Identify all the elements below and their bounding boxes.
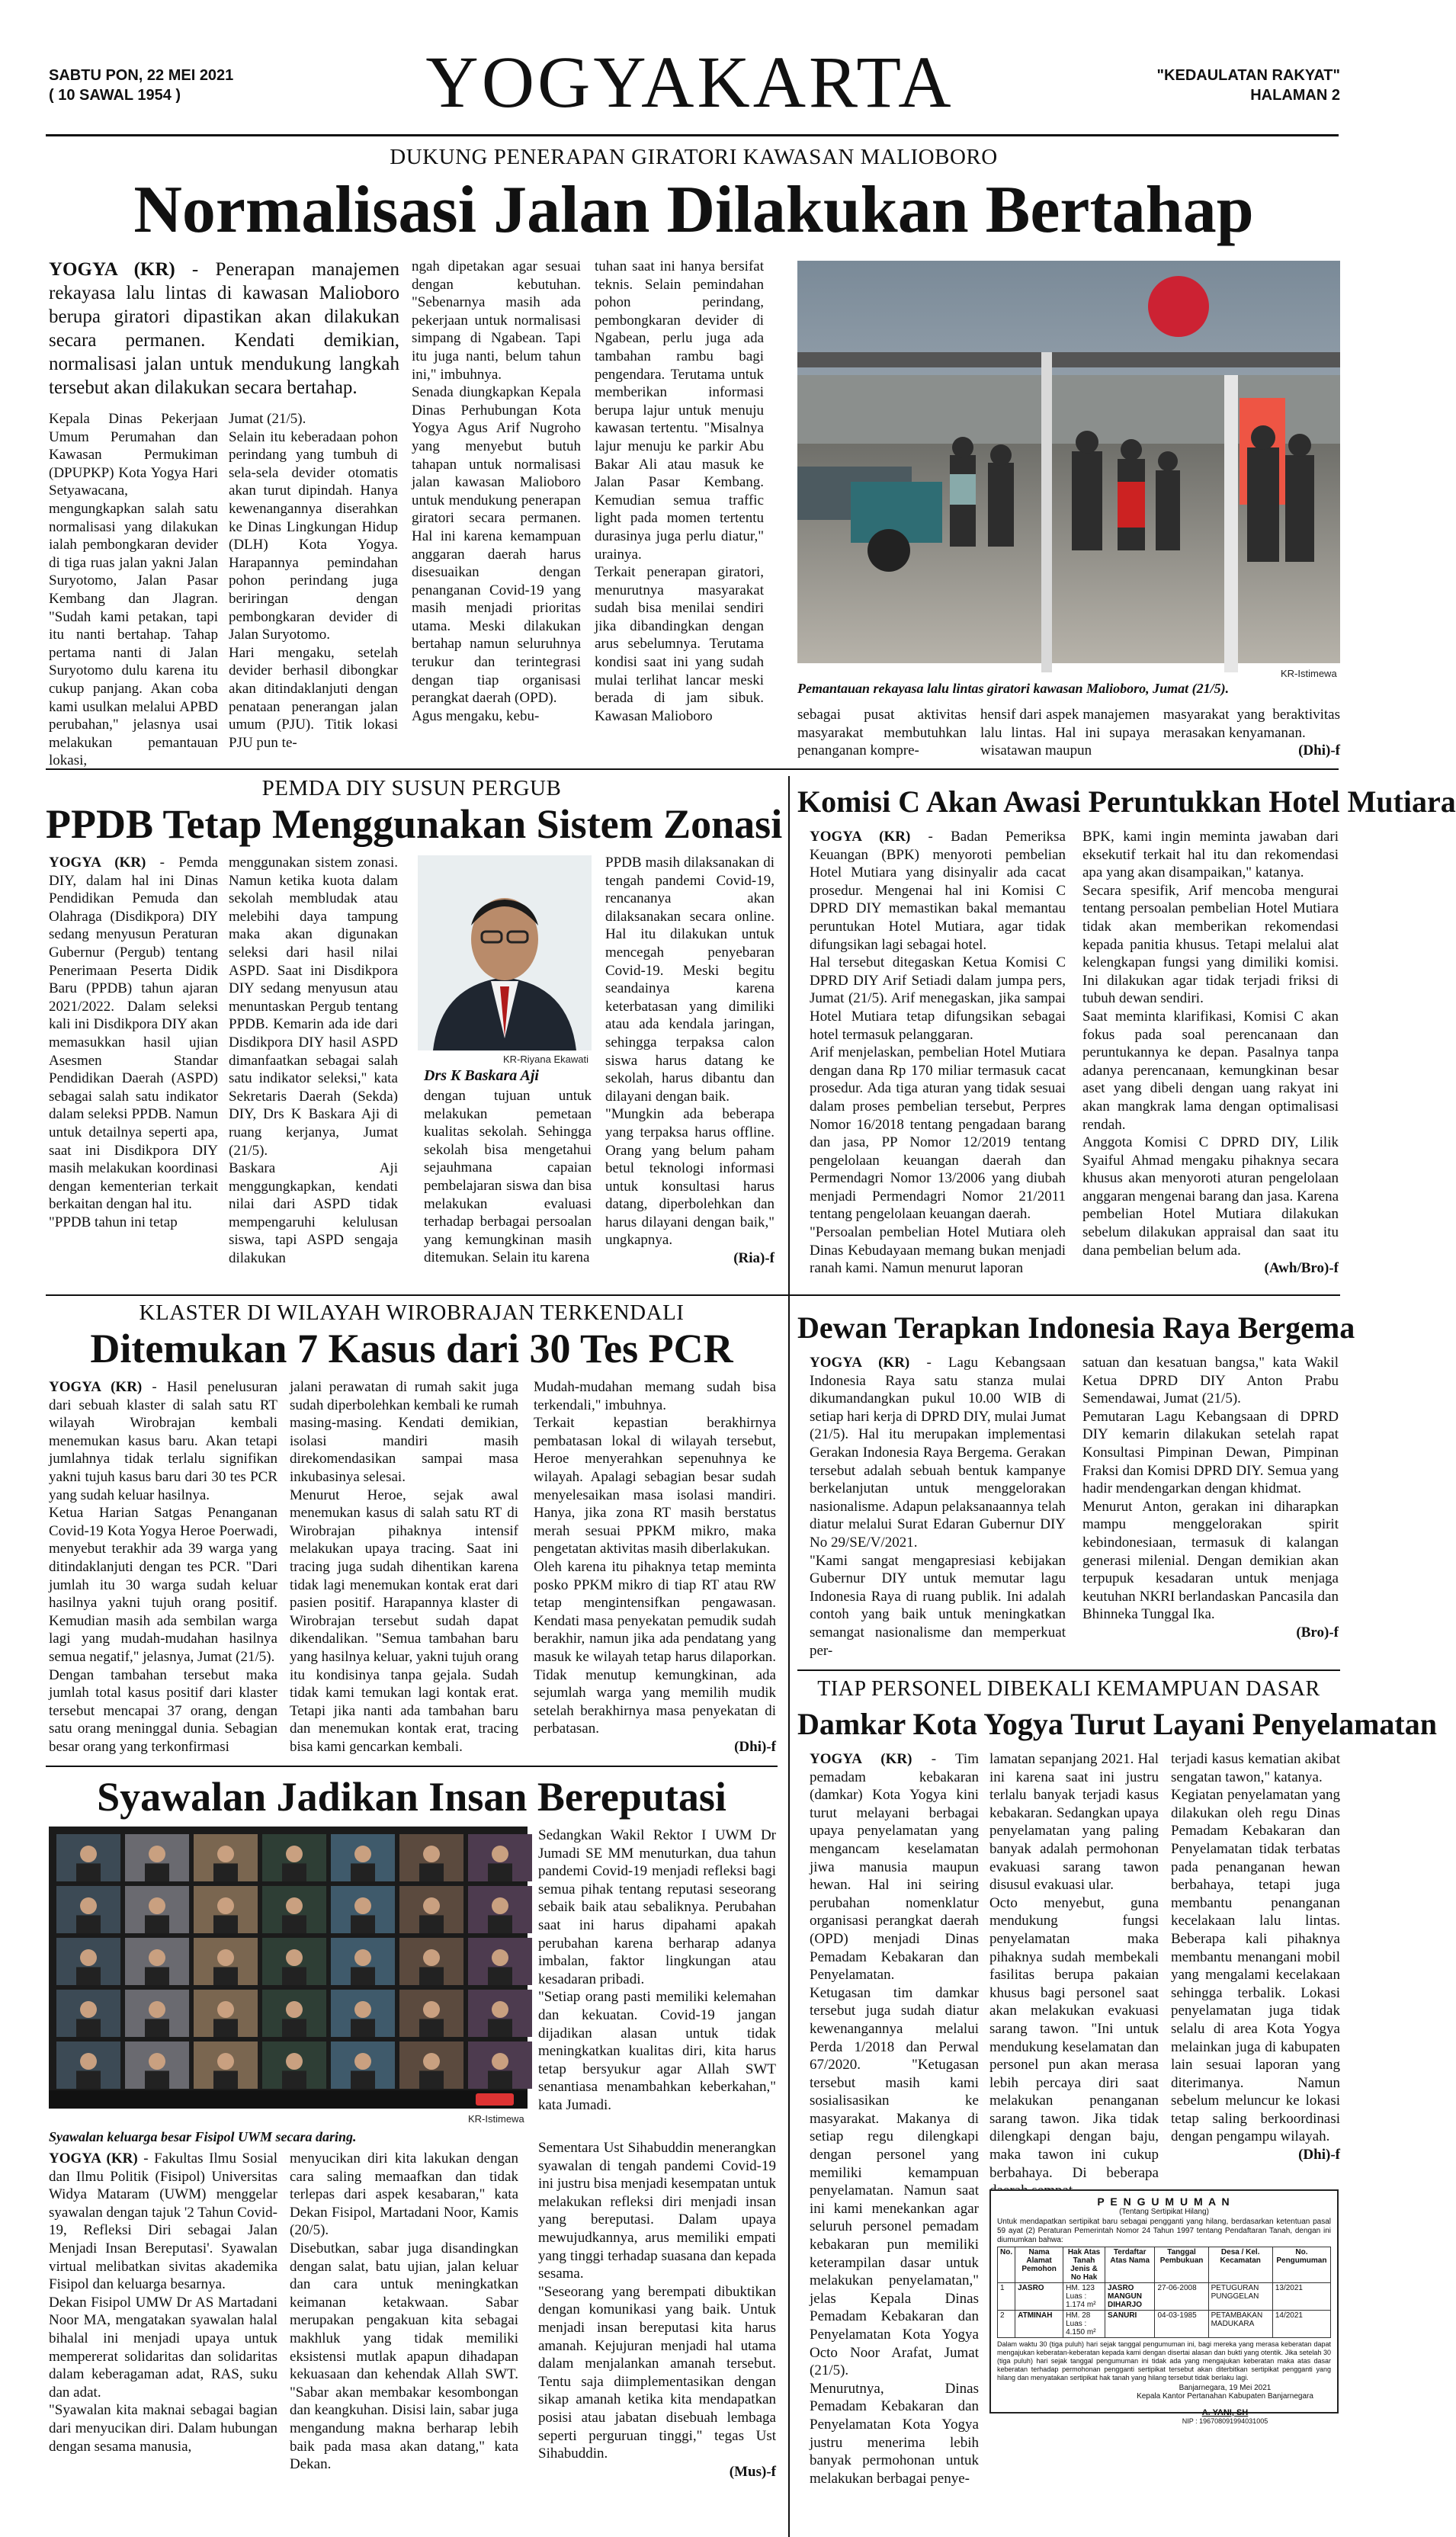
a7-col-right: Sedangkan Wakil Rektor I UWM Dr Jumadi SE MM menuturkan, dua tahun pandemi Covid-19 menjadi refleksi bagi semua pihak tentang reputasi seseorang sebaik baik atau sebaliknya. Perubahan saat ini harus dipahami apakah perubahan karena berharap adanya imbalan, faktor lingkungan atau kesadaran pribadi. "Setiap orang pasti memiliki kelemahan dan kekuatan. Covid-19 jangan dijadikan alasan untuk tidak meningkatkan kualitas diri, kita harus tetap bersyukur agar Allah SWT senantiasa menambahkan keberkahan," kata Jumadi. <box>538 1827 776 2113</box>
a2-col4-text: PPDB masih dilaksanakan di tengah pandemi Covid-19, rencananya akan dilaksanakan secara online. Hal itu dilakukan untuk mencegah penyebaran Covid-19. Meski begitu seandainya karena keterbatasan yang dimiliki atau ada kendala jaringan, sehingga terpaksa calon siswa harus datang ke sekolah, harus dibantu dan dilayani dengan baik. "Mungkin ada beberapa yang terpaksa harus offline. Orang yang belum paham betul teknologi informasi untuk konsultasi harus datang, diperbolehkan dan harus dilayani dengan baik," ungkapnya. <box>605 855 775 1249</box>
a1-col1: Kepala Dinas Pekerjaan Umum Perumahan dan Kawasan Permukiman (DPUPKP) Kota Yogya Hari Setyawacana, mengungkapkan salah satu normalisasi yang dilakukan ialah pembongkaran devider di tiga ruas jalan yakni Jalan Suryotomo, Jalan Pasar Kembang dan Jlagran. "Sudah kami petakan, tapi itu nanti bertahap. Tahap pertama nanti di Jalan Suryotomo dulu karena itu cukup panjang. Akan coba kami usulkan melalui APBD perubahan," jelasnya usai melakukan pemantauan lokasi, <box>49 411 218 769</box>
a6-signoff: (Dhi)-f <box>1298 2147 1340 2163</box>
a2-kicker: PEMDA DIY SUSUN PERGUB <box>261 776 562 800</box>
a3-bottom-rule <box>797 1294 1340 1296</box>
a1-headline: Normalisasi Jalan Dilakukan Bertahap <box>133 173 1254 247</box>
notice-cell: 13/2021 <box>1272 2283 1330 2311</box>
participant-icon <box>423 2001 440 2018</box>
a3-headline: Komisi C Akan Awasi Peruntukkan Hotel Mutiara <box>797 784 1456 819</box>
participant-body-icon <box>145 1967 169 1985</box>
table-row <box>998 2283 1331 2311</box>
participant-body-icon <box>488 2070 512 2089</box>
participant-body-icon <box>351 1915 375 1933</box>
a2-col1-text: - Pemda DIY, dalam hal ini Dinas Pendidikan Pemuda dan Olahraga (Disdikpora) DIY sedang menyusun Peraturan Gubernur (Pergub) tentang Penerimaan Peserta Didik Baru (PPDB) tahun ajaran 2021/2022. Dalam seleksi kali ini Disdikpora DIY akan memasukkan hasil ujian Asesmen Standar Pendidikan Daerah (ASPD) sebagai salah satu indikator dalam seleksi PPDB. Namun untuk detailnya seperti apa, saat ini Disdikpora DIY masih melakukan koordinasi dengan kementerian terkait berkaitan dengan hal itu. "PPDB tahun ini tetap <box>49 855 218 1230</box>
participant-body-icon <box>213 1863 238 1881</box>
a4-col3-text: Mudah-mudahan memang sudah bisa terkendali," imbuhnya. Terkait kepastian berakhirnya pembatasan lokal di wilayah tersebut, Heroe menyerahkan sepenuhnya ke wilayah. Apalagi sebagian besar sudah menyelesaikan masa isolasi mandiri. Hanya, jika zona RT masih berstatus merah sesuai PPKM mikro, maka pengetatan aktivitas masih diberlakukan. Oleh karena itu pihaknya tetap meminta posko PPKM mikro di tiap RT atau RW tetap mengintensifkan pengawasan. Kendati masa penyekatan pemudik sudah berakhir, namun jika ada pendatang yang masuk ke wilayah tetap harus dilaporkan. Tidak menutup kemungkinan, ada sejumlah warga yang memilih mudik setelah berakhirnya masa penyekatan di perbatasan. <box>534 1379 776 1737</box>
participant-body-icon <box>213 1967 238 1985</box>
a7-signoff: (Mus)-f <box>729 2463 776 2480</box>
video-call-grid-icon <box>49 1827 528 2109</box>
a4-col3 <box>534 1378 776 1759</box>
participant-body-icon <box>282 1967 306 1985</box>
a3-col2-text: BPK, kami ingin meminta jawaban dari eksekutif terkait hal itu dan rekomendasi apa yang akan disampaikan," katanya. Secara spesifik, Arif mencoba mengurai tentang persoalan pembelian Hotel Mutiara tidak akan memberikan rekomendasi kepada panitia khusus. Tetapi melalui alat kelengkapan fungsi yang dimiliki komisi. Ini dilakukan agar tidak terjadi friksi di tubuh dewan sendiri. Saat meminta klarifikasi, Komisi C akan fokus pada soal perencanaan dan peruntukannya ke depan. Pasalnya tanpa adanya perencanaan, kemungkinan besar aset yang dibeli dengan uang rakyat ini akan mangkrak lama dengan optimalisasi rendah. Anggota Komisi C DPRD DIY, Lilik Syaiful Ahmad mengaku pihaknya secara khusus akan menyoroti aturan pengelolaan anggaran mengenai barang dan jasa. Karena pembelian Hotel Mutiara dilakukan sebelum dilakukan appraisal dan saat itu dana pembelian belum ada. <box>1082 829 1339 1259</box>
a7-caption: Syawalan keluarga besar Fisipol UWM secara daring. <box>49 2129 357 2144</box>
section-title: YOGYAKARTA <box>425 41 954 123</box>
issue-date: SABTU PON, 22 MEI 2021 <box>49 67 234 84</box>
participant-icon <box>286 2001 303 2018</box>
a7-headline: Syawalan Jadikan Insan Bereputasi <box>97 1774 726 1820</box>
participant-icon <box>80 1846 97 1862</box>
a7-col1-text: - Fakultas Ilmu Sosial dan Ilmu Politik (Fisipol) Universitas Widya Mataram (UWM) menggelar syawalan dengan tajuk '2 Tahun Covid-19, Refleksi Diri sebagai Jalan Menjadi Insan Bereputasi'. Syawalan virtual melibatkan sivitas akademika Fisipol dan keluarga besarnya. Dekan Fisipol UMW Dr AS Martadani Noor MA, mengatakan syawalan halal bihalal ini menjadi upaya untuk mempererat solidaritas dan solidaritas dalam keberagaman adat, RAS, suku dan adat. "Syawalan kita maknai sebagai bagian dari menyucikan diri. Dalam hubungan dengan sesama manusia, <box>49 2151 277 2455</box>
participant-icon <box>286 1897 303 1914</box>
participant-icon <box>217 2001 234 2018</box>
masthead-rule <box>46 134 1339 136</box>
a2-dateline: YOGYA (KR) <box>49 855 146 871</box>
participant-icon <box>286 1949 303 1966</box>
participant-body-icon <box>76 1863 101 1881</box>
participant-body-icon <box>419 2070 444 2089</box>
participant-body-icon <box>419 1967 444 1985</box>
a3-col1 <box>810 828 1066 1288</box>
a2-caption: Drs K Baskara Aji <box>424 1067 539 1084</box>
a1-lead <box>49 258 399 398</box>
participant-icon <box>80 2001 97 2018</box>
participant-icon <box>149 1846 165 1862</box>
participant-icon <box>354 1949 371 1966</box>
notice-cell: PETUGURAN PUNGGELAN <box>1208 2283 1272 2311</box>
notice-cell: HM. 28 Luas : 4.150 m² <box>1063 2311 1105 2338</box>
a1-dateline: YOGYA (KR) <box>49 259 175 280</box>
participant-body-icon <box>282 2019 306 2037</box>
participant-icon <box>149 1897 165 1914</box>
participant-body-icon <box>76 2070 101 2089</box>
a5-col1-text: - Lagu Kebangsaan Indonesia Raya satu stanza mulai dikumandangkan pukul 10.00 WIB di setiap hari kerja di DPRD DIY, mulai Jumat (21/5). Hal itu merupakan implementasi Gerakan Indonesia Raya Bergema. Gerakan tersebut adalah sebuah bentuk kampanye berkelanjutan untuk menggelorakan nasionalisme. Adapun pelaksanaannya telah diatur melalui Surat Edaran Gubernur DIY No 29/SE/V/2021. "Kami sangat mengapresiasi kebijakan Gubernur DIY untuk memutar lagu Indonesia Raya di ruang publik. Ini adalah contoh yang baik untuk meningkatkan semangat nasionalisme dan memperkuat per- <box>810 1355 1066 1659</box>
notice-header: No. <box>998 2247 1015 2283</box>
a2-signoff: (Ria)-f <box>733 1250 775 1267</box>
participant-body-icon <box>419 1915 444 1933</box>
a5-dateline: YOGYA (KR) <box>810 1355 910 1371</box>
participant-body-icon <box>419 1863 444 1881</box>
hijri-date: ( 10 SAWAL 1954 ) <box>49 87 181 104</box>
notice-cell: JASRO <box>1015 2283 1063 2311</box>
a1-photo-credit: KR-Istimewa <box>1281 668 1337 679</box>
notice-subtitle: (Tentang Sertipikat Hilang) <box>1119 2208 1209 2216</box>
participant-body-icon <box>145 2070 169 2089</box>
participant-icon <box>423 2053 440 2070</box>
a3-signoff: (Awh/Bro)-f <box>1264 1260 1339 1277</box>
participant-icon <box>492 1846 508 1862</box>
participant-body-icon <box>419 2019 444 2037</box>
participant-icon <box>80 1949 97 1966</box>
participant-icon <box>80 2053 97 2070</box>
participant-body-icon <box>145 2019 169 2037</box>
notice-cell: ATMINAH <box>1015 2311 1063 2338</box>
participant-body-icon <box>351 1967 375 1985</box>
a6-col2: lamatan sepanjang 2021. Hal ini karena saat ini justru terlalu banyak terjadi kasus kebakaran. Sedangkan upaya penyelamatan yang paling banyak adalah permohonan evakuasi sarang tawon disusul evakuasi ular. Octo menyebut, guna mendukung fungsi penyelamatan maka pihaknya sudah membekali fasilitas berupa pakaian khusus bagi personel saat akan melakukan evakuasi sarang tawon. "Ini untuk mendukung keselamatan dan personel pun akan merasa lebih percaya diri saat melakukan penanganan sarang tawon. Jika tidak dilengkapi dengan baju, maka tawon ini cukup berbahaya. Di beberapa <box>989 1751 1159 2181</box>
a5-col1 <box>810 1354 1066 1665</box>
portrait-icon <box>418 855 592 1050</box>
a6-dateline: YOGYA (KR) <box>810 1751 912 1767</box>
participant-icon <box>217 1897 234 1914</box>
notice-cell: 1 <box>998 2283 1015 2311</box>
a2-photo-credit: KR-Riyana Ekawati <box>503 1054 588 1065</box>
participant-icon <box>492 2053 508 2070</box>
street-photo-icon <box>797 261 1340 663</box>
a7-dateline: YOGYA (KR) <box>49 2151 138 2167</box>
a3-col1-text: - Badan Pemeriksa Keuangan (BPK) menyoroti pembelian Hotel Mutiara yang disinyalir ada cacat prosedur. Mengenai hal ini Komisi C DPRD DIY memastikan bakal memantau peruntukan Hotel Mutiara, agar tidak difungsikan lagi sebagai hotel. Hal tersebut ditegaskan Ketua Komisi C DPRD DIY Arif Setiadi dalam jumpa pers, Jumat (21/5). Arif menegaskan, jika sampai Hotel Mutiara tetap difungsikan sebagai hotel termasuk pelanggaran. Arif menjelaskan, pembelian Hotel Mutiara dengan dana Rp 170 miliar termasuk cacat prosedur. Ada tiga aturan yang tidak sesuai dalam proses pembelian tersebut, Perpres Nomor 16/2018 tentang pengadaan barang dan jasa, PP Nomor 12/2019 tentang pengelolaan keuangan daerah dan Permendagri Nomor 13/2006 yang diubah menjadi Permendagri Nomor 21/2011 tentang pengelolaan keuangan daerah. "Persoalan pembelian Hotel Mutiara oleh Dinas Kebudayaan memang bukan menjadi ranah kami. Namun menurut laporan <box>810 829 1066 1277</box>
a1-col7-text: masyarakat yang beraktivitas merasakan kenyamanan. <box>1163 707 1340 741</box>
participant-body-icon <box>76 2019 101 2037</box>
notice-place-date: Banjarnegara, 19 Mei 2021 <box>1179 2384 1272 2392</box>
a2-col1 <box>49 854 218 1288</box>
participant-body-icon <box>213 2070 238 2089</box>
table-row <box>998 2311 1331 2338</box>
notice-cell: PETAMBAKAN MADUKARA <box>1208 2311 1272 2338</box>
a7-col3 <box>538 2139 776 2480</box>
notice-cell: SANURI <box>1105 2311 1155 2338</box>
participant-body-icon <box>213 1915 238 1933</box>
notice-signer: A. YANI, SH <box>1201 2408 1249 2417</box>
participant-icon <box>354 1846 371 1862</box>
a5-signoff: (Bro)-f <box>1296 1624 1339 1641</box>
a4-col1 <box>49 1378 277 1759</box>
notice-table <box>997 2247 1331 2338</box>
a2-photo-baskara <box>418 855 592 1050</box>
participant-icon <box>149 2053 165 2070</box>
participant-body-icon <box>351 2070 375 2089</box>
participant-icon <box>354 2053 371 2070</box>
a4-col2: jalani perawatan di rumah sakit juga sudah diperbolehkan kembali ke rumah masing-masing. Kendati demikian, isolasi mandiri masih direkomendasikan sampai masa inkubasinya selesai. Menurut Heroe, sejak awal menemukan kasus di salah satu RT di Wirobrajan pihaknya intensif melakukan upaya tracing. Saat ini tracing juga sudah dihentikan karena tidak lagi menemukan kontak erat dari pasien positif. Harapannya klaster di Wirobrajan tersebut sudah dapat dikendalikan. "Semua tambahan baru yang hasilnya keluar, yakni tujuh orang itu kondisinya tanpa gejala. Sudah tidak kami temukan lagi kontak erat. Tetapi jika nanti ada tambahan baru dan menemukan kontak erat, tracing bisa kami gencarkan kembali. <box>290 1379 518 1755</box>
participant-body-icon <box>76 1967 101 1985</box>
a1-signoff: (Dhi)-f <box>1298 742 1340 759</box>
a4-kicker: KLASTER DI WILAYAH WIROBRAJAN TERKENDALI <box>139 1301 685 1325</box>
a4-col1-text: - Hasil penelusuran dari sebuah klaster di salah satu RT wilayah Wirobrajan kembali menemukan kasus baru. Akan tetapi jumlahnya tidak terlalu signifikan yakni tujuh kasus baru dari 30 tes PCR yang sudah keluar hasilnya. Ketua Harian Satgas Penanganan Covid-19 Kota Yogya Heroe Poerwadi, menyebut terakhir ada 39 warga yang ditindaklanjuti dengan tes PCR. "Dari jumlah itu 30 warga sudah keluar hasilnya yakni tujuh orang positif. Kemudian masih ada sembilan warga lagi yang mudah-mudahan hasilnya semua negatif," jelasnya, Jumat (21/5). Dengan tambahan tersebut maka jumlah total kasus positif dari klaster tersebut mencapai 37 orang, dengan satu orang meninggal dunia. Sebagian besar orang yang terkonfirmasi <box>49 1379 278 1755</box>
a5-headline: Dewan Terapkan Indonesia Raya Bergema <box>797 1310 1355 1345</box>
a6-kicker: TIAP PERSONEL DIBEKALI KEMAMPUAN DASAR <box>817 1677 1320 1701</box>
participant-icon <box>149 2001 165 2018</box>
notice-cell: 14/2021 <box>1272 2311 1330 2338</box>
a2-col4 <box>605 854 775 1288</box>
a1-photo-giratori <box>797 261 1340 663</box>
a1-lead-text: - Penerapan manajemen rekayasa lalu lintas di kawasan Malioboro berupa giratori dipastikan akan dilakukan secara permanen. Kendati demikian, normalisasi jalan untuk mendukung langkah tersebut akan dilakukan secara bertahap. <box>49 259 399 398</box>
notice-cell: 2 <box>998 2311 1015 2338</box>
participant-icon <box>217 1949 234 1966</box>
a1-col6: hensif dari aspek manajemen lalu lintas. Hal ini supaya wisatawan maupun <box>980 707 1150 759</box>
a7-photo-credit: KR-Istimewa <box>468 2113 524 2125</box>
participant-body-icon <box>282 1915 306 1933</box>
a6-col3-text: terjadi kasus kematian akibat sengatan tawon," katanya. Kegiatan penyelamatan yang dilakukan oleh regu Dinas Pemadam Kebakaran dan Penyelamatan tidak terbatas pada penanganan hewan berbahaya, tetapi juga membantu penanganan kecelakaan lalu lintas. Beberapa kali pihaknya membantu menangani mobil yang mengalami kecelakaan sehingga terbalik. Lokasi penyelamatan juga tidak selalu di area Kota Yogya melainkan juga di kabupaten lain sesuai laporan yang diterimanya. Namun sebelum meluncur ke lokasi tetap saling berkoordinasi dengan pengampu wilayah. <box>1171 1751 1340 2145</box>
a7-col1 <box>49 2150 277 2455</box>
participant-body-icon <box>488 1863 512 1881</box>
a7-photo-zoom-meeting <box>49 1827 528 2109</box>
notice-cell: HM. 123 Luas : 1.174 m² <box>1063 2283 1105 2311</box>
a6-headline: Damkar Kota Yogya Turut Layani Penyelamatan <box>797 1707 1437 1741</box>
a4-signoff: (Dhi)-f <box>734 1738 776 1755</box>
notice-cell: 04-03-1985 <box>1155 2311 1208 2338</box>
notice-header: Hak Atas Tanah Jenis & No Hak <box>1063 2247 1105 2283</box>
a1-col2: Jumat (21/5). Selain itu keberadaan pohon perindang yang tumbuh di sela-sela devider otomatis akan turut dipindah. Hanya kewenangannya diserahkan ke Dinas Lingkungan Hidup (DLH) Kota Yogya. Harapannya pemindahan pohon perindang juga beriringan dengan pembongkaran devider di Jalan Suryotomo. Hari mengaku, setelah devider berhasil dibongkar akan ditindaklanjuti dengan penataan penerangan jalan umum (PJU). Titik lokasi PJU pun te- <box>229 411 398 751</box>
participant-icon <box>492 1949 508 1966</box>
a1-kicker: DUKUNG PENERAPAN GIRATORI KAWASAN MALIOBORO <box>390 145 998 169</box>
participant-body-icon <box>488 2019 512 2037</box>
participant-icon <box>423 1949 440 1966</box>
participant-icon <box>354 2001 371 2018</box>
participant-body-icon <box>488 1915 512 1933</box>
a1-col7 <box>1163 706 1340 761</box>
notice-header: No. Pengumuman <box>1272 2247 1330 2283</box>
a5-col2-text: satuan dan kesatuan bangsa," kata Wakil Ketua DPRD DIY Anton Prabu Semendawai, Jumat (21/5). Pemutaran Lagu Kebangsaan di DPRD DIY kemarin dilakukan setelah rapat Konsultasi Pimpinan Dewan, Pimpinan Fraksi dan Komisi DPRD DIY. Semua yang hadir mendengarkan dengan khidmat. Menurut Anton, gerakan ini diharapkan mampu menggelorakan spirit kebindonesiaan, termasuk di kalangan generasi milenial. Dengan demikian akan terpupuk kesadaran untuk menjaga keutuhan NKRI berlandaskan Pancasila dan Bhinneka Tunggal Ika. <box>1082 1355 1339 1623</box>
notice-header: Tanggal Pembukuan <box>1155 2247 1208 2283</box>
notice-box <box>989 2189 1339 2425</box>
notice-office: Kepala Kantor Pertanahan Kabupaten Banjarnegara <box>1137 2392 1313 2401</box>
a5-col2 <box>1082 1354 1339 1665</box>
participant-icon <box>492 1897 508 1914</box>
participant-body-icon <box>76 1915 101 1933</box>
participant-icon <box>286 1846 303 1862</box>
a2-col3: dengan tujuan untuk melakukan pemetaan kualitas sekolah. Sehingga sekolah bisa mengetahui sejauhmana capaian pembelajaran siswa dan bisa melakukan evaluasi terhadap berbagai persoalan yang kemungkinan masih ditemukan. Selain itu karena <box>424 1088 592 1266</box>
notice-header: Terdaftar Atas Nama <box>1105 2247 1155 2283</box>
participant-icon <box>217 1846 234 1862</box>
participant-body-icon <box>351 2019 375 2037</box>
a2-col2: menggunakan sistem zonasi. Namun ketika kuota dalam sekolah membludak atau melebihi daya tampung maka akan digunakan seleksi dari hasil nilai ASPD. Saat ini Disdikpora DIY sedang menyusun atau menuntaskan Pergub tentang PPDB. Kemarin ada ide dari Disdikpora DIY hasil ASPD dimanfaatkan sebagai salah satu indikator seleksi," kata Sekretaris Daerah (Sekda) DIY, Drs K Baskara Aji di ruang kerjanya, Jumat (21/5). Baskara Aji menggungkapkan, kendati nilai dari ASPD tidak mempengaruhi kelulusan siswa, tapi ASPD sengaja dilakukan <box>229 855 398 1267</box>
participant-icon <box>423 1846 440 1862</box>
participant-icon <box>80 1897 97 1914</box>
notice-cell: JASRO MANGUN DIHARJO <box>1105 2283 1155 2311</box>
participant-body-icon <box>145 1915 169 1933</box>
participant-icon <box>286 2053 303 2070</box>
a1-bottom-rule <box>46 768 1339 770</box>
a5-bottom-rule <box>797 1669 1340 1671</box>
vertical-divider <box>788 776 790 2537</box>
a2-headline: PPDB Tetap Menggunakan Sistem Zonasi <box>46 801 783 847</box>
a7-col3-text: Sementara Ust Sihabuddin menerangkan syawalan di tengah pandemi Covid-19 ini justru bisa menjadi kesempatan untuk melakukan refleksi diri menjadi insan yang bereputasi. Dalam upaya mewujudkannya, arus memiliki empati yang tinggi terhadap suasana dan kepada sesama. "Seseorang yang berempati dibuktikan dengan komunikasi yang baik. Untuk menjadi insan bereputasi kita harus amanah. Kejujuran menjadi hal utama dalam menjalankan amanah tersebut. Tentu saja diimplementasikan dengan sikap amanah ketika kita mendapatkan posisi atau jabatan disebuah lembaga seperti perguruan tinggi," tegas Ust Sihabuddin. <box>538 2140 776 2462</box>
a1-col5: sebagai pusat aktivitas masyarakat membutuhkan penanganan kompre- <box>797 707 967 759</box>
a4-bottom-rule <box>46 1766 778 1767</box>
a3-col2 <box>1082 828 1339 1288</box>
page-number: HALAMAN 2 <box>1250 87 1340 104</box>
a1-col3: ngah dipetakan agar sesuai dengan kebutuhan. "Sebenarnya masih ada pekerjaan untuk normalisasi simpang di Ngabean. Tapi itu juga nanti, belum tahun ini," imbuhnya. Senada diungkapkan Kepala Dinas Perhubungan Kota Yogya Agus Arif Nugroho yang menyebut butuh tahapan untuk normalisasi jalan kawasan Malioboro untuk mendukung penerapan giratori secara permanen. Hal ini karena kemampuan anggaran daerah harus disesuaikan dengan penanganan Covid-19 yang masih menjadi prioritas utama. Meski dilakukan bertahap namun seluruhnya terukur dan terintegrasi dengan tiap organisasi perangkat daerah (OPD). Agus mengaku, kebu- <box>412 258 581 724</box>
a6-col3 <box>1171 1750 1340 2182</box>
participant-icon <box>423 1897 440 1914</box>
a4-dateline: YOGYA (KR) <box>49 1379 143 1395</box>
a1-caption: Pemantauan rekayasa lalu lintas giratori kawasan Malioboro, Jumat (21/5). <box>797 681 1230 696</box>
participant-body-icon <box>213 2019 238 2037</box>
notice-outro: Dalam waktu 30 (tiga puluh) hari sejak tanggal pengumuman ini, bagi mereka yang merasa keberatan dapat mengajukan keberatan-keberatan kepada kami dengan disertai alasan dan bukti yang otentik. Jika setelah 30 (tiga puluh) hari sejak tanggal pengumuman ini tidak ada yang mengajukan keberatan maka atas dasar keberatan terhadap permohonan pengganti sertipikat tersebut akan diterbitkan sertipikat pengganti yang hilang dan menyatakan sertipikat hak tanah yang hilang tersebut tidak berlaku lagi. <box>997 2340 1331 2381</box>
notice-header: Nama Alamat Pemohon <box>1015 2247 1063 2283</box>
notice-title: P E N G U M U M A N <box>1097 2195 1231 2208</box>
notice-cell: 27-06-2008 <box>1155 2283 1208 2311</box>
participant-body-icon <box>351 1863 375 1881</box>
a6-col1-text: - Tim pemadam kebakaran (damkar) Kota Yogya kini turut melayani berbagai upaya penyelamatan yang mengancam keselamatan jiwa manusia maupun hewan. Hal ini seiring perubahan nomenklatur organisasi perangkat daerah (OPD) menjadi Dinas Pemadam Kebakaran dan Penyelamatan. Ketugasan tim damkar tersebut juga sudah diatur kewenangannya melalui Perda 1/2018 dan Perwal 67/2020. "Ketugasan tersebut masih kami sosialisasikan ke masyarakat. Makanya di setiap regu dilengkapi dengan personel yang memiliki kemampuan penyelamatan. Namun saat ini kami menekankan agar seluruh personel pemadam kebakaran pun memiliki keterampilan dasar untuk melakukan penyelamatan," jelas Kepala Dinas Pemadam Kebakaran dan Penyelamatan Kota Yogya Octo Noor Arafat, Jumat (21/5). Menurutnya, Dinas Pemadam Kebakaran dan Penyelamatan Kota Yogya justru menerima lebih banyak permohonan untuk melakukan berbagai penye- <box>810 1751 979 2487</box>
participant-body-icon <box>488 1967 512 1985</box>
a6-col1 <box>810 1750 979 2487</box>
participant-body-icon <box>145 1863 169 1881</box>
a3-dateline: YOGYA (KR) <box>810 829 911 845</box>
participant-icon <box>492 2001 508 2018</box>
a7-col2: menyucikan diri kita lakukan dengan cara saling memaafkan dan tidak terlepas dari aspek kesabaran," kata Dekan Fisipol, Martadani Noor, Kamis (20/5). Disebutkan, sabar juga disandingkan dengan salat, batu ujian, jalan keluar dan cara untuk meningkatkan keimanan ketakwaan. Sabar merupakan pengakuan kita sebagai makhluk yang tidak memiliki eksistensi mutlak apapun dihadapan kekuasaan dan kehendak Allah SWT. "Sabar akan membakar kesombongan dan keangkuhan. Disisi lain, sabar juga mengandung makna berharap lebih baik pada masa akan datang," kata Dekan. <box>290 2151 518 2473</box>
notice-header: Desa / Kel. Kecamatan <box>1208 2247 1272 2283</box>
notice-nip: NIP : 196708091994031005 <box>1182 2417 1268 2425</box>
participant-icon <box>217 2053 234 2070</box>
notice-intro: Untuk mendapatkan sertipikat baru sebagai pengganti yang hilang, berdasarkan ketentuan pasal 59 ayat (2) Peraturan Pemerintah Nomor 24 Tahun 1997 tentang Pendaftaran Tanah, dengan ini diumumkan bahwa: <box>997 2218 1331 2244</box>
participant-icon <box>354 1897 371 1914</box>
paper-name: "KEDAULATAN RAKYAT" <box>1156 67 1340 84</box>
participant-icon <box>149 1949 165 1966</box>
participant-body-icon <box>282 1863 306 1881</box>
participant-body-icon <box>282 2070 306 2089</box>
a4-headline: Ditemukan 7 Kasus dari 30 Tes PCR <box>90 1326 733 1371</box>
a1-col4: tuhan saat ini hanya bersifat teknis. Selain pemindahan pohon perindang, pembongkaran devider di Ngabean, perlu juga ada tambahan rambu bagi pengendara. Terutama untuk memberikan informasi berupa lajur untuk menuju kawasan tertentu. "Misalnya lajur menuju ke parkir Abu Bakar Ali atau masuk ke Jalan Pasar Kembang. Kemudian semua traffic light pada momen tertentu durasinya juga perlu diatur," urainya. Terkait penerapan giratori, menurutnya masyarakat sudah bisa menilai sendiri jika dibandingkan dengan arus sebelumnya. Terutama kondisi saat ini yang sudah mulai terlihat lancar meski berada di jam sibuk. Kawasan Malioboro <box>595 258 764 724</box>
masthead <box>0 0 1383 137</box>
